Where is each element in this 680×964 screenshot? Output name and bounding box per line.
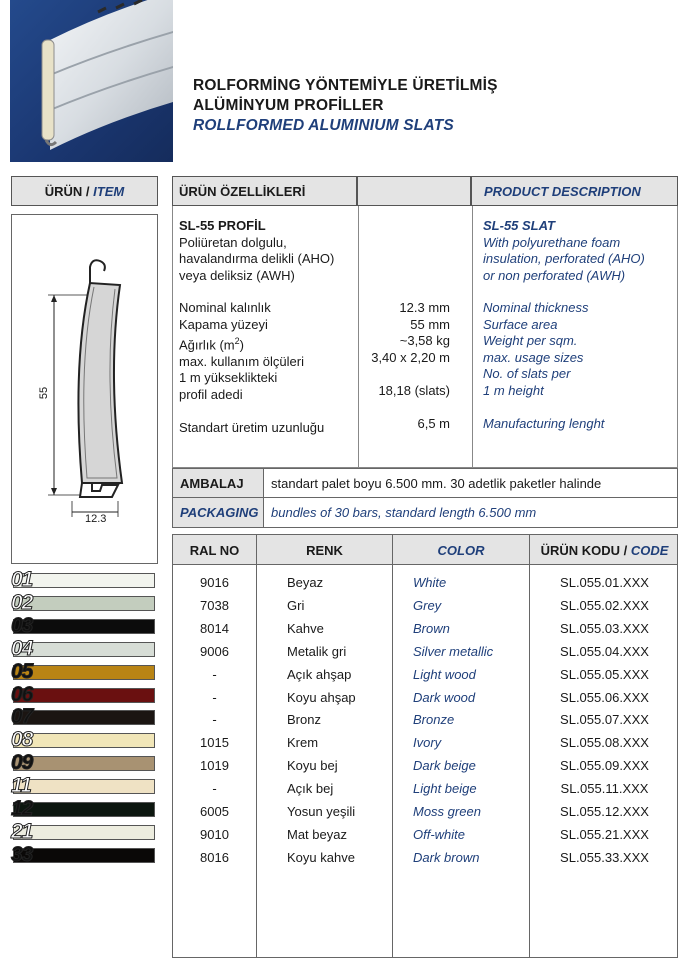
profile-desc-tr-line: Poliüretan dolgulu, [179,234,287,250]
color-cell-ral: 9006 [200,643,229,659]
color-row [173,823,679,846]
color-number-label: 03 [11,613,33,637]
spec-value: ~3,58 kg [399,333,450,348]
color-swatch [13,642,155,657]
spec-label: Nominal kalınlık [179,300,271,315]
color-swatch [13,688,155,703]
profile-cross-section-icon [12,215,157,563]
color-cell-ral: - [212,666,217,682]
color-cell-renk: Koyu bej [287,758,338,774]
color-cell-color: Ivory [413,735,442,751]
color-cell-renk: Koyu ahşap [287,689,356,705]
col-code-en: CODE [630,543,669,558]
color-number-label: 06 [11,682,33,706]
color-row [173,640,679,663]
color-swatch [13,848,155,863]
color-cell-code: SL.055.12.XXX [560,804,649,819]
spec-value: 12.3 mm [399,300,450,315]
color-cell-renk: Bronz [287,712,321,728]
color-cell-color: Dark brown [413,849,480,865]
color-cell-ral: 1015 [200,735,229,751]
profile-desc-tr-line: veya deliksiz (AWH) [179,267,295,283]
profile-desc-en-line: insulation, perforated (AHO) [483,251,645,266]
profile-desc-en-line: or non perforated (AWH) [483,267,626,283]
color-rows [173,571,679,871]
profile-drawing-box [11,214,158,564]
packaging-text-en-cell [264,498,677,527]
color-cell-color: Light beige [413,781,477,797]
color-number-label: 12 [11,797,33,820]
color-cell-color: Light wood [413,666,476,682]
color-cell-color: Dark wood [413,689,476,705]
color-swatch [13,779,155,794]
color-cell-renk: Mat beyaz [287,826,347,842]
col-header-features [172,176,357,206]
col-header-item [11,176,158,206]
spec-value: 3,40 x 2,20 m [371,349,450,365]
color-cell-ral: 9016 [200,575,229,590]
color-swatch [13,573,155,588]
col-item-en: ITEM [93,183,125,199]
color-cell-ral: - [212,689,217,705]
spec-label-en: Manufacturing lenght [483,415,605,431]
color-cell-code: SL.055.01.XXX [560,575,649,590]
color-cell-code: SL.055.33.XXX [560,849,649,865]
colors-table [172,534,678,958]
col-item-tr: ÜRÜN / [44,183,90,199]
color-swatch [13,619,155,634]
color-cell-code: SL.055.11.XXX [560,781,649,797]
color-swatch [13,825,155,840]
color-cell-color: Bronze [413,712,455,728]
color-number-label: 05 [11,659,33,683]
color-cell-ral: 7038 [200,597,229,613]
col-header-description [471,176,678,206]
spec-label-en: Surface area [483,316,558,332]
spec-label: max. kullanım ölçüleri [179,353,304,369]
col-code [530,543,679,558]
color-cell-color: White [413,575,447,590]
color-cell-code: SL.055.05.XXX [560,666,649,682]
color-row [173,708,679,731]
color-cell-code: SL.055.09.XXX [560,758,649,774]
profile-desc-tr-line: havalandırma delikli (AHO) [179,251,335,266]
packaging-text-en: bundles of 30 bars, standard length 6.500 mm [271,505,537,520]
color-cell-renk: Krem [287,735,319,751]
color-number-label: 33 [11,842,33,866]
color-swatch [13,710,155,725]
spec-label: Ağırlık $(m^2)$ [179,336,244,353]
spec-label-en: max. usage sizes [483,349,584,365]
color-row [173,777,679,800]
color-cell-color: Grey [413,597,442,613]
col-renk: RENK [306,543,343,558]
spec-label-en: Weight per sqm. [483,333,578,348]
slat-photo-illustration [10,0,173,162]
color-row [173,663,679,686]
spec-label: Standart üretim uzunluğu [179,419,325,435]
col-ral: RAL NO [189,543,240,558]
color-cell-color: Dark beige [413,758,476,774]
color-row [173,571,679,594]
spec-label-en: 1 m height [483,382,544,398]
title-english: ROLLFORMED ALUMINIUM SLATS [193,117,454,134]
col-header-value [357,176,471,206]
color-cell-renk: Açık ahşap [287,666,352,682]
spec-value: 6,5 m [417,415,450,431]
color-cell-renk: Yosun yeşili [287,804,356,819]
color-row [173,754,679,777]
color-cell-ral: 1019 [200,758,229,774]
spec-label: 1 m yükseklikteki [179,370,278,386]
dimension-height-label: 55 [38,386,51,400]
spec-value: 18,18 (slats) [378,382,450,398]
color-row [173,617,679,640]
dimension-width-label: 12.3 [85,513,107,525]
color-cell-code: SL.055.07.XXX [560,712,649,728]
packaging-label-tr-cell [173,469,264,498]
color-number-label: 21 [11,819,33,843]
packaging-label-en-cell [173,498,264,527]
color-cell-ral: - [212,712,217,728]
color-cell-renk: Gri [287,597,305,613]
color-cell-code: SL.055.21.XXX [560,826,649,842]
color-swatch [13,596,155,611]
color-number-label: 01 [11,568,33,591]
spec-label: profil adedi [179,386,243,402]
color-cell-code: SL.055.06.XXX [560,689,649,705]
color-cell-renk: Metalik gri [287,643,347,659]
col-color: COLOR [437,543,485,558]
color-cell-ral: 9010 [200,826,229,842]
packaging-label-en: PACKAGING [180,505,259,520]
color-row [173,800,679,823]
spec-list-en [483,300,604,432]
color-row [173,731,679,754]
title-line-2: ALÜMİNYUM PROFİLLER [193,97,384,114]
col-code-tr: ÜRÜN KODU / [540,543,628,558]
color-cell-renk: Beyaz [287,575,324,590]
color-number-label: 07 [11,705,33,729]
color-row [173,686,679,709]
color-number-label: 09 [11,751,33,775]
spec-label-en: No. of slats per [483,366,571,381]
color-swatch [13,802,155,817]
product-photo [10,0,173,162]
packaging-text-tr-cell [264,469,677,498]
spec-label: Kapama yüzeyi [179,316,268,332]
color-row [173,594,679,617]
color-cell-color: Moss green [413,804,481,819]
color-cell-code: SL.055.03.XXX [560,620,649,636]
color-number-label: 11 [11,774,31,798]
color-cell-code: SL.055.02.XXX [560,597,649,613]
color-cell-color: Silver metallic [413,643,494,659]
color-swatch [13,665,155,680]
color-cell-color: Brown [413,620,450,636]
profile-description-en [483,218,645,284]
color-cell-color: Off-white [413,826,466,842]
col-features-label: ÜRÜN ÖZELLİKLERİ [179,183,306,199]
spec-value [357,366,450,383]
spec-value: 55 mm [410,316,450,332]
color-number-label: 02 [11,590,33,614]
color-cell-renk: Kahve [287,620,324,636]
spec-values [357,300,450,432]
color-cell-ral: - [212,781,217,797]
title-line-1: ROLFORMİNG YÖNTEMİYLE ÜRETİLMİŞ [193,77,498,94]
color-number-label: 04 [11,636,33,660]
color-cell-code: SL.055.08.XXX [560,735,649,751]
color-cell-renk: Açık bej [287,781,334,797]
color-cell-code: SL.055.04.XXX [560,643,649,659]
col-description-label: PRODUCT DESCRIPTION [484,183,641,199]
profile-name-tr: SL-55 PROFİL [179,218,266,233]
color-swatch [13,733,155,748]
packaging-label-tr: AMBALAJ [180,475,244,491]
color-cell-ral: 8014 [200,620,229,636]
color-cell-ral: 6005 [200,804,229,819]
profile-desc-en-line: With polyurethane foam [483,234,621,250]
color-row [173,846,679,869]
color-swatches [0,570,170,870]
color-cell-ral: 8016 [200,849,229,865]
spec-label-en: Nominal thickness [483,300,589,315]
page-title [193,76,498,136]
color-number-label: 08 [11,728,33,752]
profile-name-en: SL-55 SLAT [483,218,555,233]
color-cell-renk: Koyu kahve [287,849,355,865]
packaging-text-tr: standart palet boyu 6.500 mm. 30 adetlik paketler halinde [271,475,602,491]
profile-description-tr [179,218,334,284]
packaging-block [172,468,678,528]
color-swatch [13,756,155,771]
